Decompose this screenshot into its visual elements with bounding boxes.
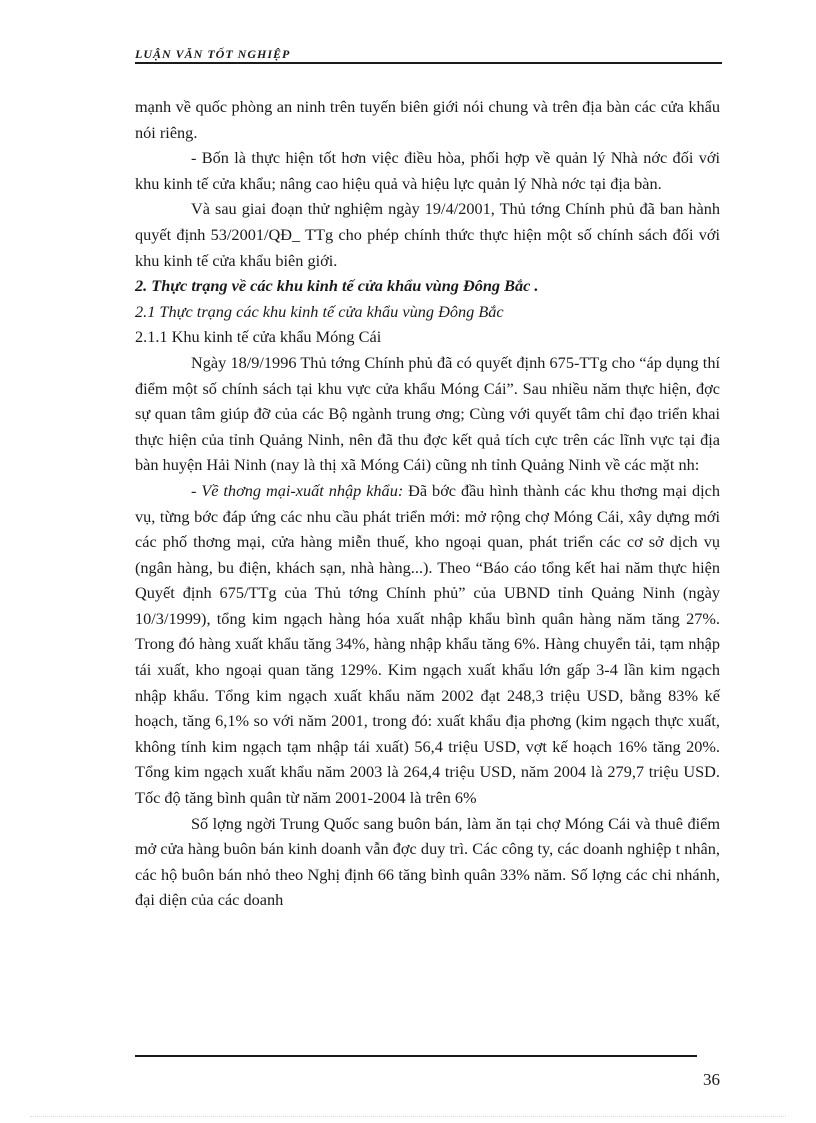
subsection-heading: 2.1 Thực trạng các khu kinh tế cửa khẩu vùng Đông Bắc (135, 301, 504, 321)
paragraph-2: - Bốn là thực hiện tốt hơn việc điều hòa, phối hợp về quản lý Nhà nớc đối với khu kinh tế cửa khẩu; nâng cao hiệu quả và hiệu lực quản lý Nhà nớc tại địa bàn. (135, 148, 720, 193)
paragraph-1: mạnh về quốc phòng an ninh trên tuyến biên giới nói chung và trên địa bàn các cửa khẩu nói riêng. (135, 97, 720, 142)
header-rule (135, 62, 722, 64)
paragraph-3: Và sau giai đoạn thử nghiệm ngày 19/4/2001, Thủ tớng Chính phủ đã ban hành quyết định 53/2001/QĐ_ TTg cho phép chính thức thực hiện một số chính sách đối với khu kinh tế cửa khẩu biên giới. (135, 199, 720, 270)
subsubsection-heading: 2.1.1 Khu kinh tế cửa khẩu Móng Cái (135, 327, 382, 347)
paragraph-5 (135, 478, 720, 811)
header-title: LUẬN VĂN TỐT NGHIỆP (135, 47, 291, 61)
paragraph-5-text: Đã bớc đầu hình thành các khu thơng mại dịch vụ, từng bớc đáp ứng các nhu cầu phát triển mới: mở rộng chợ Móng Cái, xây dựng mới các phố thơng mại, cửa hàng miễn thuế, kho ngoại quan, phát triển các cơ sở dịch vụ (ngân hàng, bu điện, khách sạn, nhà hàng...). Theo “Báo cáo tổng kết hai năm thực hiện Quyết định 675/TTg của Thủ tớng Chính phủ” của UBND tỉnh Quảng Ninh (ngày 10/3/1999), tổng kim ngạch hàng hóa xuất nhập khẩu bình quân hàng năm tăng 27%. Trong đó hàng xuất khẩu tăng 34%, hàng nhập khẩu tăng 6%. Hàng chuyển tải, tạm nhập tái xuất, kho ngoại quan tăng 129%. Kim ngạch xuất khẩu lớn gấp 3-4 lần kim ngạch nhập khẩu. Tổng kim ngạch xuất khẩu năm 2002 đạt 248,3 triệu USD, bằng 83% kế hoạch, tăng 6,1% so với năm 2001, trong đó: xuất khẩu địa phơng (kim ngạch thực xuất, không tính kim ngạch tạm nhập tái xuất) 56,4 triệu USD, vợt kế hoạch 16% tăng 20%. Tổng kim ngạch xuất khẩu năm 2003 là 264,4 triệu USD, năm 2004 là 279,7 triệu USD. Tốc độ tăng bình quân từ năm 2001-2004 là trên 6% (135, 480, 720, 808)
footer-rule (135, 1055, 697, 1057)
page-body (135, 94, 720, 913)
paragraph-6: Số lợng ngời Trung Quốc sang buôn bán, làm ăn tại chợ Móng Cái và thuê điểm mở cửa hàng buôn bán kinh doanh vẫn đợc duy trì. Các công ty, các doanh nghiệp t nhân, các hộ buôn bán nhỏ theo Nghị định 66 tăng bình quân 33% năm. Số lợng các chi nhánh, đại diện của các doanh (135, 813, 720, 910)
paragraph-5-lead: - Về thơng mại-xuất nhập khẩu: (191, 480, 404, 500)
page-number: 36 (703, 1070, 720, 1089)
paragraph-4: Ngày 18/9/1996 Thủ tớng Chính phủ đã có quyết định 675-TTg cho “áp dụng thí điểm một số chính sách tại khu vực cửa khẩu Móng Cái”. Sau nhiều năm thực hiện, đợc sự quan tâm giúp đỡ của các Bộ ngành trung ơng; Cùng với quyết tâm chỉ đạo triển khai thực hiện của tỉnh Quảng Ninh, nên đã thu đợc kết quả tích cực trên các lĩnh vực tại địa bàn huyện Hải Ninh (nay là thị xã Móng Cái) cũng nh tỉnh Quảng Ninh về các mặt nh: (135, 352, 720, 475)
section-heading: 2. Thực trạng về các khu kinh tế cửa khẩu vùng Đông Bắc . (135, 276, 539, 296)
page-bottom-border (30, 1116, 786, 1117)
